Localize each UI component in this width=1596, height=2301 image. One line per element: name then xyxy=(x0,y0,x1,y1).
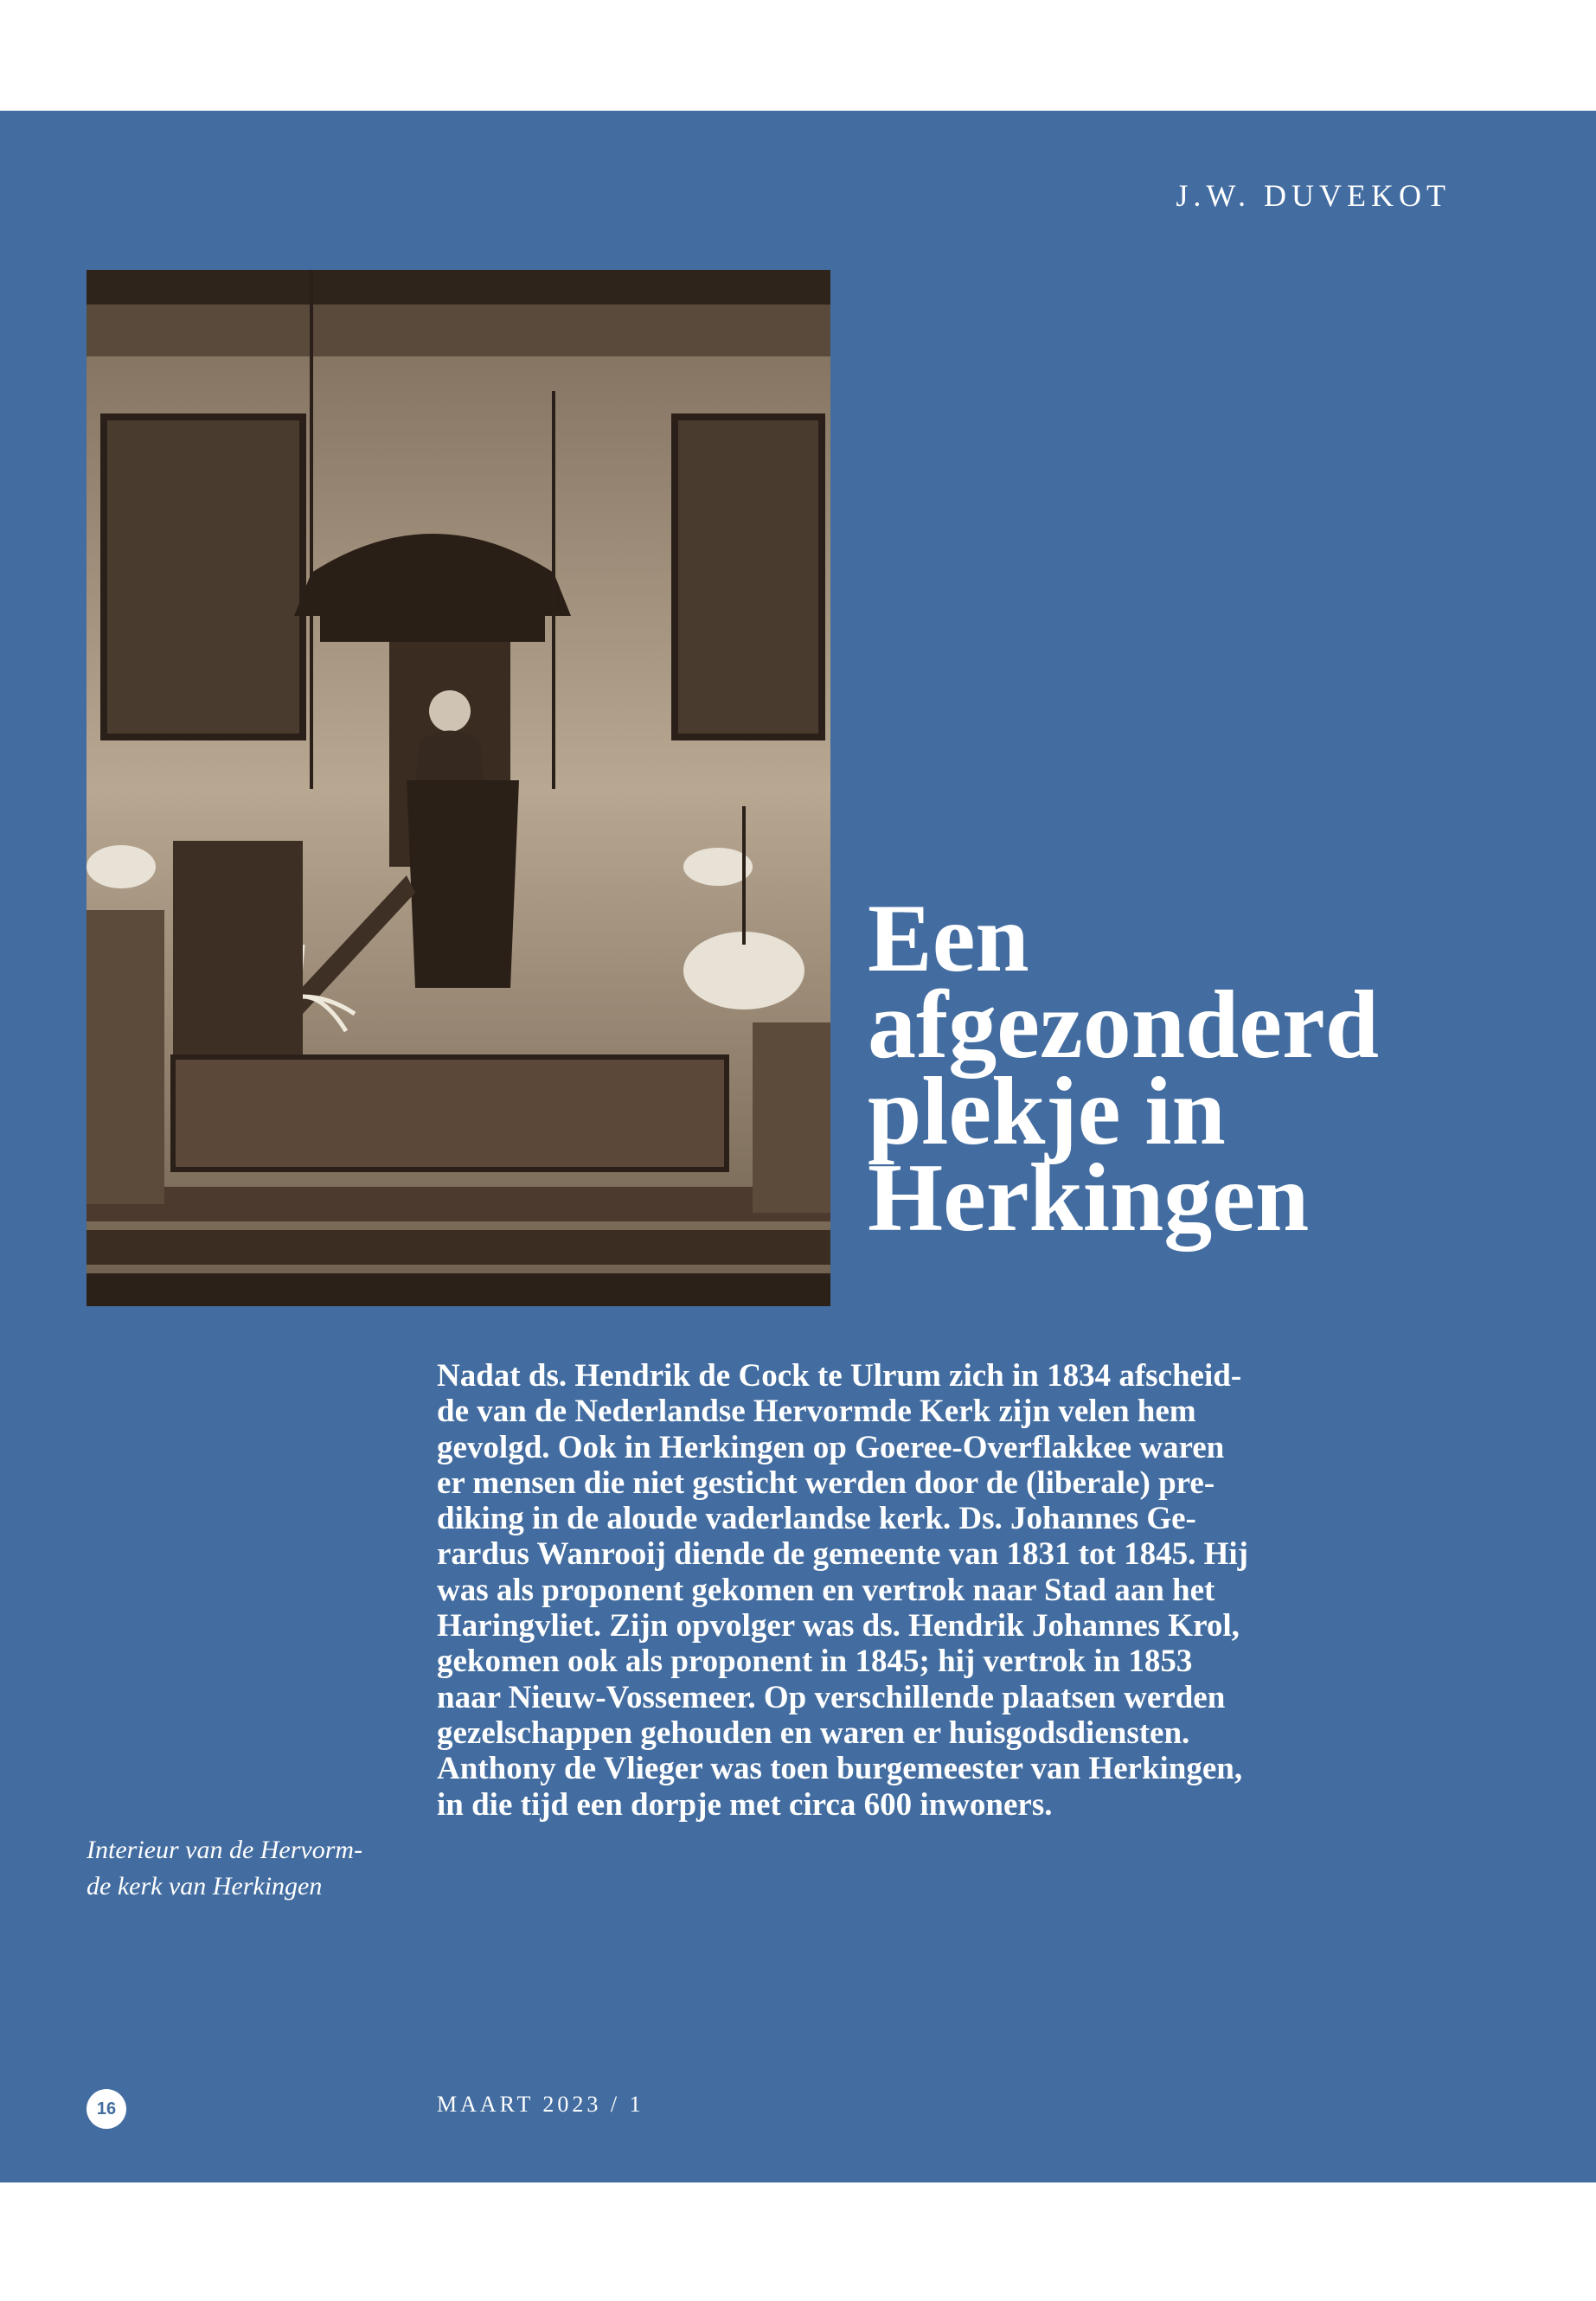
intro-line: rardus Wanrooij diende de gemeente van 1831 tot 1845. Hij xyxy=(437,1536,1248,1573)
title-line: afgezonderd xyxy=(868,971,1380,1079)
title-line: Herkingen xyxy=(868,1144,1310,1252)
intro-line: gekomen ook als proponent in 1845; hij vertrok in 1853 xyxy=(437,1644,1193,1680)
title-line: plekje in xyxy=(868,1058,1226,1165)
intro-line: naar Nieuw-Vossemeer. Op verschillende plaatsen werden xyxy=(437,1679,1226,1715)
title-line: Een xyxy=(868,885,1029,992)
caption-line: Interieur van de Hervorm- xyxy=(87,1836,363,1864)
intro-line: gevolgd. Ook in Herkingen op Goeree-Overflakkee waren xyxy=(437,1429,1225,1465)
author-name: J.W. DUVEKOT xyxy=(1176,178,1451,213)
intro-line: de van de Nederlandse Hervormde Kerk zijn velen hem xyxy=(437,1394,1196,1430)
intro-line: er mensen die niet gesticht werden door de (liberale) pre- xyxy=(437,1465,1215,1501)
church-interior-photo xyxy=(87,270,830,1306)
article-intro xyxy=(437,1358,1453,1823)
article-title xyxy=(868,885,1577,1252)
intro-line: in die tijd een dorpje met circa 600 inwoners. xyxy=(437,1786,1053,1823)
photo-caption xyxy=(87,1832,424,1905)
caption-line: de kerk van Herkingen xyxy=(87,1872,323,1900)
intro-line: gezelschappen gehouden en waren er huisgodsdiensten. xyxy=(437,1715,1190,1751)
photo-illustration xyxy=(87,270,830,1306)
page-number-badge: 16 xyxy=(87,2089,126,2129)
intro-line: diking in de aloude vaderlandse kerk. Ds. Johannes Ge- xyxy=(437,1501,1196,1537)
intro-line: Haringvliet. Zijn opvolger was ds. Hendrik Johannes Krol, xyxy=(437,1608,1240,1644)
intro-line: Anthony de Vlieger was toen burgemeester van Herkingen, xyxy=(437,1751,1243,1787)
issue-label: MAART 2023 / 1 xyxy=(437,2092,644,2117)
intro-line: was als proponent gekomen en vertrok naar Stad aan het xyxy=(437,1572,1215,1608)
intro-line: Nadat ds. Hendrik de Cock te Ulrum zich in 1834 afscheid- xyxy=(437,1358,1242,1394)
